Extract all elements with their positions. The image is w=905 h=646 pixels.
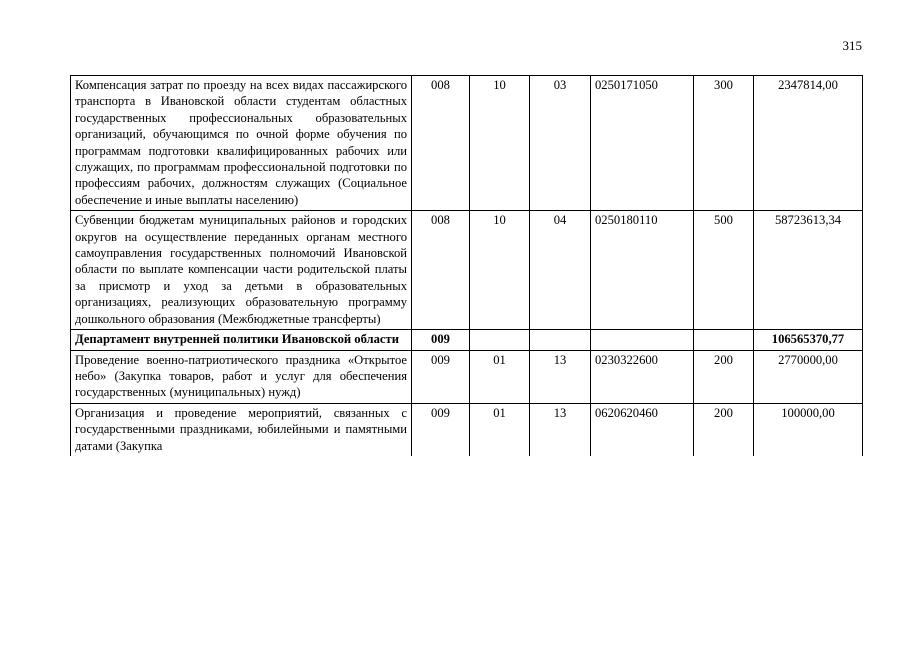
row-target-article [591, 330, 694, 350]
row-department-code: 008 [412, 76, 470, 211]
row-department-code: 009 [412, 350, 470, 403]
row-expense-type: 300 [694, 76, 754, 211]
row-subsection: 13 [530, 350, 591, 403]
table-row [71, 211, 863, 330]
row-target-article: 0620620460 [591, 403, 694, 456]
budget-table [70, 75, 863, 456]
row-subsection: 13 [530, 403, 591, 456]
row-expense-type [694, 330, 754, 350]
table-row-department-header [71, 330, 863, 350]
row-expense-type: 200 [694, 403, 754, 456]
row-amount: 58723613,34 [754, 211, 863, 330]
row-description: Организация и проведение мероприятий, связанных с государственными праздниками, юбилейными и памятными датами (Закупка [71, 403, 412, 456]
row-section: 01 [470, 403, 530, 456]
row-target-article: 0250171050 [591, 76, 694, 211]
row-target-article: 0230322600 [591, 350, 694, 403]
row-subsection: 03 [530, 76, 591, 211]
row-department-code: 009 [412, 330, 470, 350]
row-department-code: 009 [412, 403, 470, 456]
row-expense-type: 200 [694, 350, 754, 403]
row-section: 01 [470, 350, 530, 403]
table-row [71, 403, 863, 456]
row-amount: 100000,00 [754, 403, 863, 456]
table-row [71, 76, 863, 211]
row-description: Проведение военно-патриотического праздника «Открытое небо» (Закупка товаров, работ и услуг для обеспечения государственных (муниципальных) нужд) [71, 350, 412, 403]
row-amount: 2347814,00 [754, 76, 863, 211]
row-description: Компенсация затрат по проезду на всех видах пассажирского транспорта в Ивановской области студентам областных государственных профессиональных образовательных организаций, обучающимся по очной форме обучения по программам подготовки квалифицированных рабочих или служащих, по программам профессиональной подготовки по профессиям рабочих, должностям служащих (Социальное обеспечение и иные выплаты населению) [71, 76, 412, 211]
row-description: Субвенции бюджетам муниципальных районов и городских округов на осуществление переданных органам местного самоуправления государственных полномочий Ивановской области по выплате компенсации части родительской платы за присмотр и уход за детьми в образовательных организациях, реализующих образовательную программу дошкольного образования (Межбюджетные трансферты) [71, 211, 412, 330]
row-amount: 106565370,77 [754, 330, 863, 350]
row-amount: 2770000,00 [754, 350, 863, 403]
row-target-article: 0250180110 [591, 211, 694, 330]
row-subsection: 04 [530, 211, 591, 330]
row-section: 10 [470, 211, 530, 330]
row-section: 10 [470, 76, 530, 211]
row-department-code: 008 [412, 211, 470, 330]
page-number: 315 [842, 38, 862, 53]
row-subsection [530, 330, 591, 350]
page-bottom-margin [60, 566, 880, 646]
row-expense-type: 500 [694, 211, 754, 330]
row-section [470, 330, 530, 350]
table-row [71, 350, 863, 403]
row-description: Департамент внутренней политики Ивановской области [71, 330, 412, 350]
